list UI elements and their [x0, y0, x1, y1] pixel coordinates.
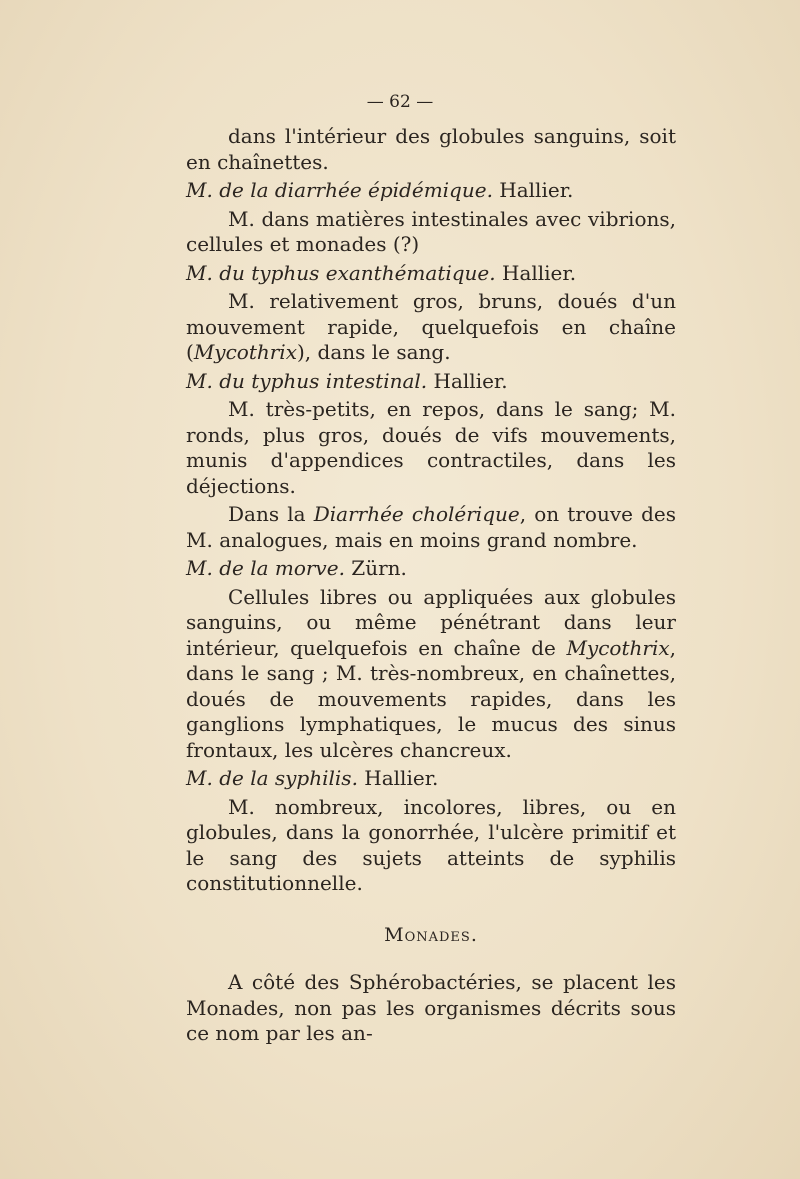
section-heading	[186, 766, 676, 792]
heading-label: M. du typhus exanthématique.	[186, 260, 496, 285]
heading-label: M. de la diarrhée épidémique.	[186, 178, 493, 202]
page-number: — 62 —	[366, 92, 434, 112]
text-run: Dans la	[228, 502, 314, 526]
heading-label: M. de la morve.	[186, 556, 345, 580]
italic-term: Mycothrix	[193, 340, 297, 364]
heading-author: Hallier.	[502, 260, 577, 285]
text-run: Cellules libres ou appliquées aux globules sanguins, ou même pénétrant dans leur intérieur, quelquefois en chaîne de	[186, 584, 676, 660]
italic-term: Mycothrix	[566, 635, 670, 660]
heading-label: M. du typhus intestinal.	[186, 368, 428, 393]
section-title: Monades.	[384, 923, 478, 946]
section-heading	[186, 556, 676, 582]
section-heading	[186, 178, 676, 204]
paragraph	[186, 289, 676, 366]
paragraph	[186, 502, 676, 553]
paragraph: A côté des Sphérobactéries, se placent les Monades, non pas les organismes décrits sous ce nom par les an-	[186, 970, 676, 1045]
text-run: ), dans le sang.	[297, 340, 451, 364]
heading-author: Hallier.	[499, 178, 574, 202]
text-run: , dans le sang ; M. très-nombreux, en chaînettes, doués de mouvements rapides, dans les ganglions lymphatiques, le mucus des sinus frontaux, les ulcères chancreux.	[186, 635, 676, 762]
heading-author: Hallier.	[433, 368, 508, 393]
heading-author: Zürn.	[351, 556, 407, 580]
body-text	[186, 124, 676, 1050]
paragraph	[186, 585, 676, 764]
text-run: M. relativement gros, bruns, doués d'un mouvement rapide, quelquefois en chaîne (	[186, 289, 676, 364]
heading-author: Hallier.	[364, 766, 439, 790]
paragraph: M. très-petits, en repos, dans le sang; M. ronds, plus gros, doués de vifs mouvements, munis d'appendices contractiles, dans les déjections.	[186, 397, 676, 498]
paragraph: M. dans matières intestinales avec vibrions, cellules et monades (?)	[186, 206, 676, 256]
text-run: , on trouve des M. analogues, mais en moins grand nombre.	[186, 502, 677, 552]
paragraph: dans l'intérieur des globules sanguins, soit en chaînettes.	[186, 124, 676, 174]
section-heading	[186, 261, 676, 287]
section-heading	[186, 369, 676, 395]
italic-term: Diarrhée cholérique	[313, 502, 520, 526]
heading-label: M. de la syphilis.	[186, 766, 358, 790]
paragraph: M. nombreux, incolores, libres, ou en globules, dans la gonorrhée, l'ulcère primitif et le sang des sujets atteints de syphilis constitutionnelle.	[186, 794, 676, 895]
